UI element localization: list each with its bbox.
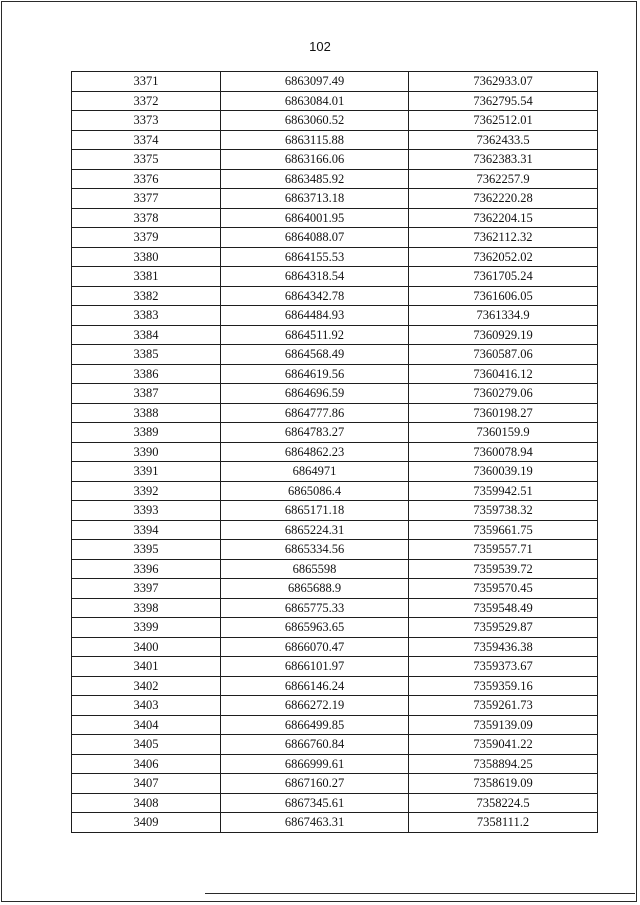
table-row (72, 286, 598, 306)
x-coordinate-cell: 6864568.49 (221, 345, 409, 365)
x-coordinate-cell: 6864155.53 (221, 247, 409, 267)
point-number-cell: 3371 (72, 72, 221, 92)
y-coordinate-cell: 7359942.51 (409, 481, 598, 501)
y-coordinate-cell: 7361606.05 (409, 286, 598, 306)
x-coordinate-cell: 6864511.92 (221, 325, 409, 345)
x-coordinate-cell: 6864783.27 (221, 423, 409, 443)
point-number-cell: 3395 (72, 540, 221, 560)
x-coordinate-cell: 6864001.95 (221, 208, 409, 228)
y-coordinate-cell: 7359557.71 (409, 540, 598, 560)
y-coordinate-cell: 7359359.16 (409, 676, 598, 696)
point-number-cell: 3394 (72, 520, 221, 540)
point-number-cell: 3374 (72, 130, 221, 150)
point-number-cell: 3377 (72, 189, 221, 209)
y-coordinate-cell: 7362112.32 (409, 228, 598, 248)
point-number-cell: 3372 (72, 91, 221, 111)
point-number-cell: 3388 (72, 403, 221, 423)
y-coordinate-cell: 7362220.28 (409, 189, 598, 209)
x-coordinate-cell: 6864318.54 (221, 267, 409, 287)
x-coordinate-cell: 6865963.65 (221, 618, 409, 638)
x-coordinate-cell: 6866070.47 (221, 637, 409, 657)
x-coordinate-cell: 6863097.49 (221, 72, 409, 92)
x-coordinate-cell: 6866272.19 (221, 696, 409, 716)
y-coordinate-cell: 7360416.12 (409, 364, 598, 384)
point-number-cell: 3409 (72, 813, 221, 833)
x-coordinate-cell: 6865775.33 (221, 598, 409, 618)
x-coordinate-cell: 6867345.61 (221, 793, 409, 813)
table-row (72, 754, 598, 774)
point-number-cell: 3392 (72, 481, 221, 501)
y-coordinate-cell: 7358224.5 (409, 793, 598, 813)
table-row (72, 306, 598, 326)
table-row (72, 325, 598, 345)
table-row (72, 618, 598, 638)
point-number-cell: 3399 (72, 618, 221, 638)
point-number-cell: 3401 (72, 657, 221, 677)
table-row (72, 774, 598, 794)
point-number-cell: 3381 (72, 267, 221, 287)
table-row (72, 403, 598, 423)
point-number-cell: 3403 (72, 696, 221, 716)
table-row (72, 169, 598, 189)
point-number-cell: 3384 (72, 325, 221, 345)
table-row (72, 540, 598, 560)
table-row (72, 793, 598, 813)
x-coordinate-cell: 6865598 (221, 559, 409, 579)
table-row (72, 189, 598, 209)
table-row (72, 520, 598, 540)
x-coordinate-cell: 6866760.84 (221, 735, 409, 755)
y-coordinate-cell: 7362257.9 (409, 169, 598, 189)
table-row (72, 72, 598, 92)
table-row (72, 598, 598, 618)
x-coordinate-cell: 6866499.85 (221, 715, 409, 735)
point-number-cell: 3386 (72, 364, 221, 384)
x-coordinate-cell: 6867463.31 (221, 813, 409, 833)
y-coordinate-cell: 7360159.9 (409, 423, 598, 443)
x-coordinate-cell: 6865086.4 (221, 481, 409, 501)
coordinates-table-body (72, 72, 598, 833)
point-number-cell: 3407 (72, 774, 221, 794)
point-number-cell: 3379 (72, 228, 221, 248)
bottom-rule (205, 893, 635, 894)
table-row (72, 150, 598, 170)
y-coordinate-cell: 7362933.07 (409, 72, 598, 92)
y-coordinate-cell: 7358619.09 (409, 774, 598, 794)
x-coordinate-cell: 6865224.31 (221, 520, 409, 540)
table-row (72, 579, 598, 599)
table-row (72, 130, 598, 150)
y-coordinate-cell: 7362795.54 (409, 91, 598, 111)
point-number-cell: 3380 (72, 247, 221, 267)
x-coordinate-cell: 6866999.61 (221, 754, 409, 774)
y-coordinate-cell: 7359570.45 (409, 579, 598, 599)
table-row (72, 559, 598, 579)
y-coordinate-cell: 7359261.73 (409, 696, 598, 716)
point-number-cell: 3398 (72, 598, 221, 618)
point-number-cell: 3397 (72, 579, 221, 599)
table-row (72, 384, 598, 404)
y-coordinate-cell: 7360078.94 (409, 442, 598, 462)
table-row (72, 345, 598, 365)
page-number: 102 (309, 39, 331, 54)
y-coordinate-cell: 7361334.9 (409, 306, 598, 326)
x-coordinate-cell: 6864342.78 (221, 286, 409, 306)
y-coordinate-cell: 7359373.67 (409, 657, 598, 677)
point-number-cell: 3387 (72, 384, 221, 404)
x-coordinate-cell: 6865171.18 (221, 501, 409, 521)
table-row (72, 228, 598, 248)
table-row (72, 501, 598, 521)
table-row (72, 423, 598, 443)
y-coordinate-cell: 7362433.5 (409, 130, 598, 150)
x-coordinate-cell: 6864696.59 (221, 384, 409, 404)
table-row (72, 462, 598, 482)
x-coordinate-cell: 6865334.56 (221, 540, 409, 560)
point-number-cell: 3375 (72, 150, 221, 170)
x-coordinate-cell: 6863485.92 (221, 169, 409, 189)
x-coordinate-cell: 6864088.07 (221, 228, 409, 248)
y-coordinate-cell: 7362204.15 (409, 208, 598, 228)
x-coordinate-cell: 6864619.56 (221, 364, 409, 384)
x-coordinate-cell: 6866146.24 (221, 676, 409, 696)
table-row (72, 111, 598, 131)
point-number-cell: 3376 (72, 169, 221, 189)
point-number-cell: 3373 (72, 111, 221, 131)
point-number-cell: 3390 (72, 442, 221, 462)
x-coordinate-cell: 6865688.9 (221, 579, 409, 599)
table-row (72, 91, 598, 111)
coordinates-table (71, 71, 598, 833)
point-number-cell: 3383 (72, 306, 221, 326)
y-coordinate-cell: 7360039.19 (409, 462, 598, 482)
point-number-cell: 3402 (72, 676, 221, 696)
table-row (72, 637, 598, 657)
y-coordinate-cell: 7359548.49 (409, 598, 598, 618)
y-coordinate-cell: 7359436.38 (409, 637, 598, 657)
y-coordinate-cell: 7360587.06 (409, 345, 598, 365)
point-number-cell: 3396 (72, 559, 221, 579)
point-number-cell: 3378 (72, 208, 221, 228)
x-coordinate-cell: 6863713.18 (221, 189, 409, 209)
y-coordinate-cell: 7360929.19 (409, 325, 598, 345)
table-row (72, 715, 598, 735)
y-coordinate-cell: 7359539.72 (409, 559, 598, 579)
y-coordinate-cell: 7359041.22 (409, 735, 598, 755)
x-coordinate-cell: 6866101.97 (221, 657, 409, 677)
table-row (72, 696, 598, 716)
x-coordinate-cell: 6864971 (221, 462, 409, 482)
x-coordinate-cell: 6863115.88 (221, 130, 409, 150)
table-row (72, 813, 598, 833)
table-row (72, 481, 598, 501)
x-coordinate-cell: 6864862.23 (221, 442, 409, 462)
x-coordinate-cell: 6863084.01 (221, 91, 409, 111)
point-number-cell: 3404 (72, 715, 221, 735)
table-row (72, 657, 598, 677)
point-number-cell: 3400 (72, 637, 221, 657)
y-coordinate-cell: 7359738.32 (409, 501, 598, 521)
table-row (72, 247, 598, 267)
x-coordinate-cell: 6863060.52 (221, 111, 409, 131)
table-row (72, 364, 598, 384)
point-number-cell: 3405 (72, 735, 221, 755)
point-number-cell: 3382 (72, 286, 221, 306)
y-coordinate-cell: 7360198.27 (409, 403, 598, 423)
point-number-cell: 3408 (72, 793, 221, 813)
y-coordinate-cell: 7362512.01 (409, 111, 598, 131)
y-coordinate-cell: 7362052.02 (409, 247, 598, 267)
x-coordinate-cell: 6863166.06 (221, 150, 409, 170)
y-coordinate-cell: 7360279.06 (409, 384, 598, 404)
table-row (72, 735, 598, 755)
y-coordinate-cell: 7359139.09 (409, 715, 598, 735)
x-coordinate-cell: 6867160.27 (221, 774, 409, 794)
point-number-cell: 3389 (72, 423, 221, 443)
y-coordinate-cell: 7359529.87 (409, 618, 598, 638)
x-coordinate-cell: 6864484.93 (221, 306, 409, 326)
y-coordinate-cell: 7359661.75 (409, 520, 598, 540)
point-number-cell: 3406 (72, 754, 221, 774)
x-coordinate-cell: 6864777.86 (221, 403, 409, 423)
point-number-cell: 3393 (72, 501, 221, 521)
point-number-cell: 3391 (72, 462, 221, 482)
table-row (72, 267, 598, 287)
table-row (72, 676, 598, 696)
point-number-cell: 3385 (72, 345, 221, 365)
y-coordinate-cell: 7358894.25 (409, 754, 598, 774)
table-row (72, 208, 598, 228)
y-coordinate-cell: 7361705.24 (409, 267, 598, 287)
y-coordinate-cell: 7358111.2 (409, 813, 598, 833)
table-row (72, 442, 598, 462)
y-coordinate-cell: 7362383.31 (409, 150, 598, 170)
